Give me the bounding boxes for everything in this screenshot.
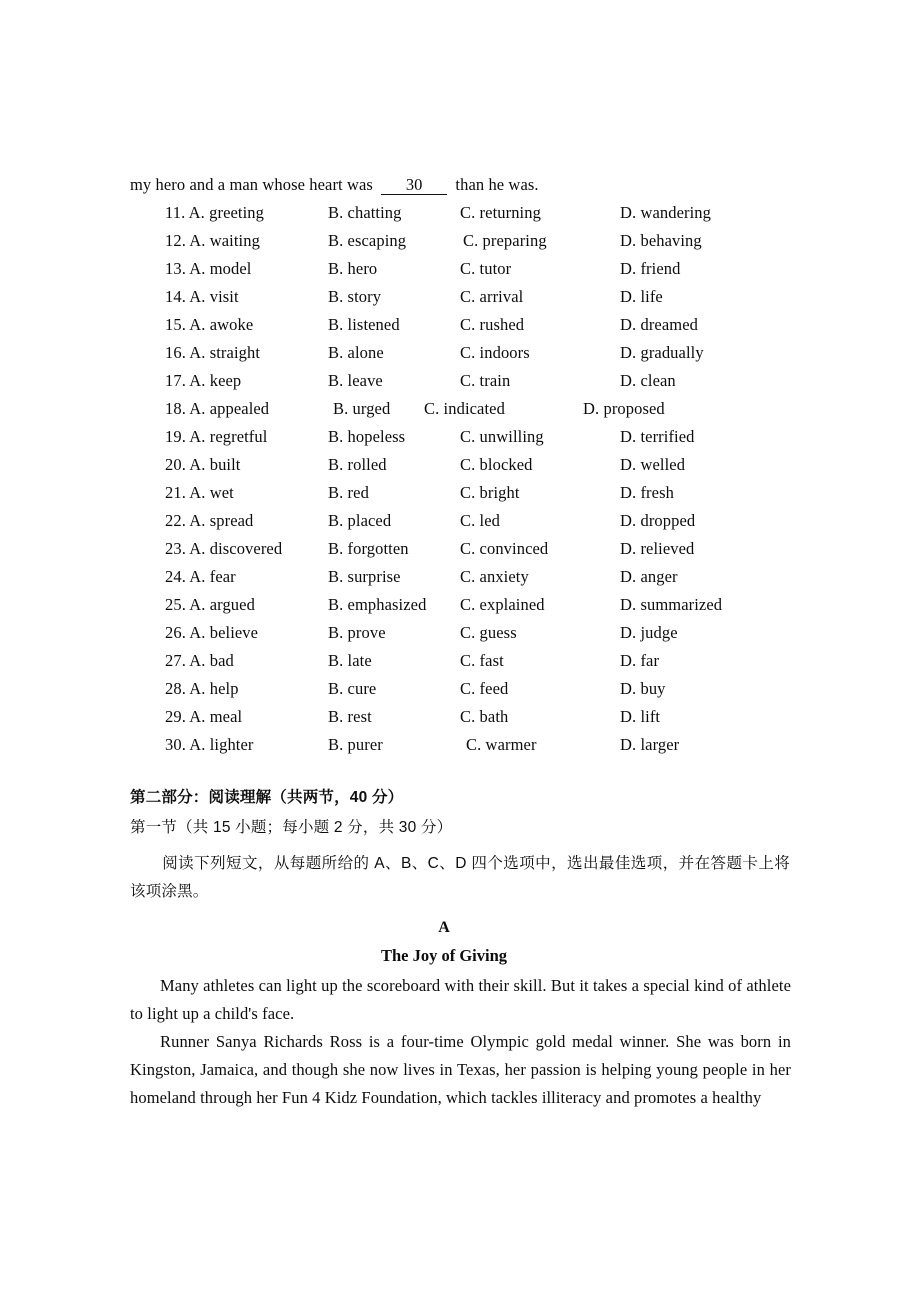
- option-b[interactable]: B. urged: [333, 399, 391, 418]
- option-a[interactable]: [165, 510, 253, 532]
- option-a-label: A. meal: [189, 707, 243, 726]
- cloze-blank-30: 30: [381, 176, 447, 195]
- option-d[interactable]: D. gradually: [620, 343, 704, 362]
- option-row: [0, 538, 920, 566]
- option-number: 23.: [165, 539, 186, 558]
- cloze-stem-line: [130, 174, 539, 196]
- option-d[interactable]: D. dreamed: [620, 315, 698, 334]
- option-number: 14.: [165, 287, 186, 306]
- cloze-options-list: [0, 202, 920, 762]
- section-instruction: [130, 850, 790, 906]
- option-a[interactable]: [165, 650, 234, 672]
- option-b[interactable]: B. hopeless: [328, 427, 406, 446]
- option-a[interactable]: [165, 482, 234, 504]
- option-number: 16.: [165, 343, 186, 362]
- cloze-stem-before: my hero and a man whose heart was: [130, 175, 373, 194]
- option-d[interactable]: D. life: [620, 287, 663, 306]
- option-row: [0, 706, 920, 734]
- option-d[interactable]: D. relieved: [620, 539, 695, 558]
- option-a-label: A. regretful: [189, 427, 268, 446]
- option-b[interactable]: B. leave: [328, 371, 383, 390]
- option-a[interactable]: [165, 566, 236, 588]
- option-a-label: A. bad: [189, 651, 234, 670]
- option-row: [0, 258, 920, 286]
- option-row: [0, 286, 920, 314]
- option-row: [0, 482, 920, 510]
- passage-letter: A: [438, 919, 450, 936]
- option-number: 27.: [165, 651, 186, 670]
- option-a-label: A. believe: [189, 623, 259, 642]
- option-a[interactable]: [165, 202, 264, 224]
- option-d[interactable]: D. terrified: [620, 427, 695, 446]
- option-c[interactable]: C. fast: [460, 651, 504, 670]
- option-number: 18.: [165, 399, 186, 418]
- option-c[interactable]: C. explained: [460, 595, 545, 614]
- option-b[interactable]: B. forgotten: [328, 539, 409, 558]
- option-a[interactable]: [165, 678, 239, 700]
- option-a[interactable]: [165, 622, 258, 644]
- option-number: 29.: [165, 707, 186, 726]
- option-a[interactable]: [165, 286, 239, 308]
- option-a[interactable]: [165, 342, 260, 364]
- option-number: 26.: [165, 623, 186, 642]
- option-a[interactable]: [165, 426, 267, 448]
- option-b[interactable]: B. cure: [328, 679, 377, 698]
- option-number: 28.: [165, 679, 186, 698]
- option-c[interactable]: C. bright: [460, 483, 520, 502]
- option-a-label: A. discovered: [189, 539, 283, 558]
- option-a[interactable]: [165, 370, 241, 392]
- option-c[interactable]: C. indoors: [460, 343, 530, 362]
- option-number: 20.: [165, 455, 186, 474]
- option-d[interactable]: D. judge: [620, 623, 678, 642]
- option-a[interactable]: [165, 230, 260, 252]
- option-c[interactable]: C. arrival: [460, 287, 524, 306]
- option-number: 24.: [165, 567, 186, 586]
- option-b[interactable]: B. placed: [328, 511, 392, 530]
- option-b[interactable]: B. rest: [328, 707, 372, 726]
- option-number: 22.: [165, 511, 186, 530]
- option-a-label: A. keep: [189, 371, 242, 390]
- passage-paragraph-1-text: Many athletes can light up the scoreboard with their skill. But it takes a special kind of athlete to light up a child's face.: [130, 976, 791, 1023]
- option-row: [0, 678, 920, 706]
- option-b[interactable]: B. surprise: [328, 567, 401, 586]
- option-number: 12.: [165, 231, 186, 250]
- option-a-label: A. lighter: [189, 735, 254, 754]
- option-d[interactable]: D. friend: [620, 259, 681, 278]
- option-row: [0, 398, 920, 426]
- option-d[interactable]: D. larger: [620, 735, 680, 754]
- option-b[interactable]: B. emphasized: [328, 595, 427, 614]
- option-a[interactable]: [165, 314, 253, 336]
- option-row: [0, 426, 920, 454]
- option-a[interactable]: [165, 258, 251, 280]
- option-a-label: A. help: [189, 679, 239, 698]
- option-d[interactable]: D. proposed: [583, 399, 665, 418]
- option-d[interactable]: D. dropped: [620, 511, 696, 530]
- option-b[interactable]: B. late: [328, 651, 372, 670]
- option-a-label: A. straight: [189, 343, 261, 362]
- option-a[interactable]: [165, 538, 282, 560]
- option-c[interactable]: C. indicated: [424, 399, 505, 418]
- option-a-label: A. fear: [189, 567, 236, 586]
- option-c[interactable]: C. warmer: [466, 735, 537, 754]
- section-instruction-text: 阅读下列短文，从每题所给的 A、B、C、D 四个选项中，选出最佳选项，并在答题卡上将该项涂黑。: [130, 855, 790, 900]
- option-a-label: A. spread: [189, 511, 254, 530]
- option-d[interactable]: D. buy: [620, 679, 666, 698]
- option-a-label: A. wet: [189, 483, 234, 502]
- option-a-label: A. built: [189, 455, 241, 474]
- option-b[interactable]: B. prove: [328, 623, 386, 642]
- option-c[interactable]: C. unwilling: [460, 427, 544, 446]
- option-a[interactable]: [165, 734, 254, 756]
- passage-paragraph-1: [130, 972, 791, 1028]
- option-d[interactable]: D. welled: [620, 455, 686, 474]
- option-number: 19.: [165, 427, 186, 446]
- option-c[interactable]: C. guess: [460, 623, 517, 642]
- option-c[interactable]: C. led: [460, 511, 501, 530]
- option-c[interactable]: C. blocked: [460, 455, 533, 474]
- option-c[interactable]: C. feed: [460, 679, 509, 698]
- option-d[interactable]: D. wandering: [620, 203, 712, 222]
- option-d[interactable]: D. anger: [620, 567, 678, 586]
- cloze-stem-after: than he was.: [455, 175, 539, 194]
- option-a-label: A. waiting: [189, 231, 260, 250]
- option-row: [0, 734, 920, 762]
- option-d[interactable]: D. behaving: [620, 231, 702, 250]
- option-b[interactable]: B. escaping: [328, 231, 407, 250]
- option-a[interactable]: [165, 706, 242, 728]
- section-part-two-heading: 第二部分：阅读理解（共两节，40 分）: [130, 789, 404, 806]
- option-row: [0, 594, 920, 622]
- passage-paragraph-2-text: Runner Sanya Richards Ross is a four-time Olympic gold medal winner. She was born in Kingston, Jamaica, and though she now lives in Texas, her passion is helping young people in her homeland through her Fun 4 Kidz Foundation, which tackles illiteracy and promotes a healthy: [130, 1032, 791, 1107]
- option-a-label: A. awoke: [189, 315, 254, 334]
- option-c[interactable]: C. convinced: [460, 539, 549, 558]
- option-d[interactable]: D. clean: [620, 371, 676, 390]
- option-c[interactable]: C. tutor: [460, 259, 512, 278]
- option-row: [0, 314, 920, 342]
- option-row: [0, 566, 920, 594]
- option-number: 17.: [165, 371, 186, 390]
- option-a[interactable]: [165, 398, 269, 420]
- option-number: 30.: [165, 735, 186, 754]
- option-row: [0, 202, 920, 230]
- option-d[interactable]: D. lift: [620, 707, 661, 726]
- option-number: 25.: [165, 595, 186, 614]
- option-b[interactable]: B. chatting: [328, 203, 402, 222]
- option-d[interactable]: D. fresh: [620, 483, 674, 502]
- option-row: [0, 370, 920, 398]
- option-b[interactable]: B. alone: [328, 343, 384, 362]
- option-a-label: A. argued: [189, 595, 255, 614]
- option-b[interactable]: B. listened: [328, 315, 400, 334]
- option-a-label: A. greeting: [188, 203, 264, 222]
- option-number: 15.: [165, 315, 186, 334]
- passage-paragraph-2: [130, 1028, 791, 1112]
- option-row: [0, 342, 920, 370]
- option-a[interactable]: [165, 454, 240, 476]
- option-b[interactable]: B. purer: [328, 735, 383, 754]
- section-node-one-heading: 第一节（共 15 小题；每小题 2 分，共 30 分）: [130, 819, 453, 836]
- option-row: [0, 454, 920, 482]
- option-b[interactable]: B. red: [328, 483, 369, 502]
- option-row: [0, 510, 920, 538]
- option-c[interactable]: C. anxiety: [460, 567, 529, 586]
- option-c[interactable]: C. train: [460, 371, 511, 390]
- option-d[interactable]: D. far: [620, 651, 660, 670]
- option-c[interactable]: C. returning: [460, 203, 541, 222]
- option-c[interactable]: C. preparing: [463, 231, 547, 250]
- option-a-label: A. visit: [189, 287, 239, 306]
- option-row: [0, 622, 920, 650]
- option-a-label: A. appealed: [189, 399, 270, 418]
- option-d[interactable]: D. summarized: [620, 595, 723, 614]
- option-number: 11.: [165, 203, 186, 222]
- option-c[interactable]: C. bath: [460, 707, 509, 726]
- option-row: [0, 230, 920, 258]
- option-b[interactable]: B. story: [328, 287, 382, 306]
- option-number: 21.: [165, 483, 186, 502]
- option-a-label: A. model: [189, 259, 252, 278]
- option-b[interactable]: B. rolled: [328, 455, 387, 474]
- option-a[interactable]: [165, 594, 255, 616]
- option-row: [0, 650, 920, 678]
- option-number: 13.: [165, 259, 186, 278]
- option-b[interactable]: B. hero: [328, 259, 378, 278]
- option-c[interactable]: C. rushed: [460, 315, 525, 334]
- passage-title: The Joy of Giving: [380, 946, 508, 965]
